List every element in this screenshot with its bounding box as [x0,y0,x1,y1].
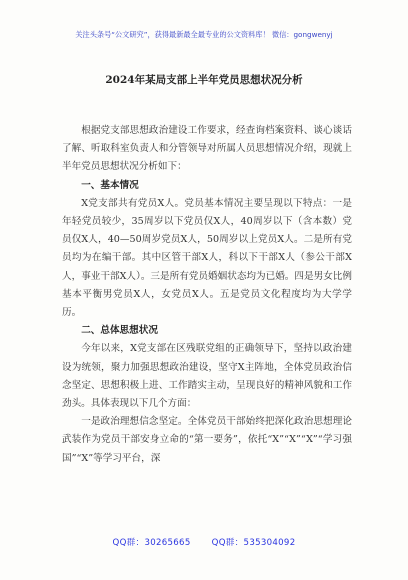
footer-qq-groups [0,536,408,548]
document-title: 2024年某局支部上半年党员思想状况分析 [105,74,303,86]
header-banner: 关注头条号“公文研究”，获得最新最全最专业的公文资料库！ 微信：gongwenyj [75,30,333,39]
basic-info-paragraph: X党支部共有党员X人。党员基本情况主要呈现以下特点：一是年轻党员较少，35周岁以下党员仅X人，40周岁以下（含本数）党员仅X人，40—50周岁党员X人，50周岁以上党员X人。二是所有党员均为在编干部。其中区管干部X人，科以下干部X人（参公干部X人，事业干部X人）。三是所有党员婚姻状态均为已婚。四是男女比例基本平衡男党员X人，女党员X人。五是党员文化程度均为大学学历。 [62,197,352,319]
overall-paragraph: 今年以来，X党支部在区残联党组的正确领导下，坚持以政治建设为统领，聚力加强思想政治建设，坚守X主阵地，全体党员政治信念坚定、思想积极上进、工作踏实主动，呈现良好的精神风貌和工作劲头。具体表现以下几个方面： [62,343,352,410]
point-one-paragraph: 一是政治理想信念坚定。全体党员干部始终把深化政治思想理论武装作为党员干部安身立命的“第一要务”，依托“X”“X”“X”“学习强国”“X”等学习平台，深 [62,416,352,464]
intro-paragraph: 根据党支部思想政治建设工作要求，经查询档案资料、谈心谈话了解、听取科室负责人和分管领导对所属人员思想情况介绍，现就上半年党员思想状况分析如下： [62,125,352,173]
document-body [62,122,352,467]
section-heading-basic: 一、基本情况 [81,179,139,191]
footer-qq-group-1: QQ群：30265665 [112,538,191,548]
footer-qq-group-2: QQ群：535304092 [211,538,296,548]
section-heading-overall: 二、总体思想状况 [81,325,158,337]
